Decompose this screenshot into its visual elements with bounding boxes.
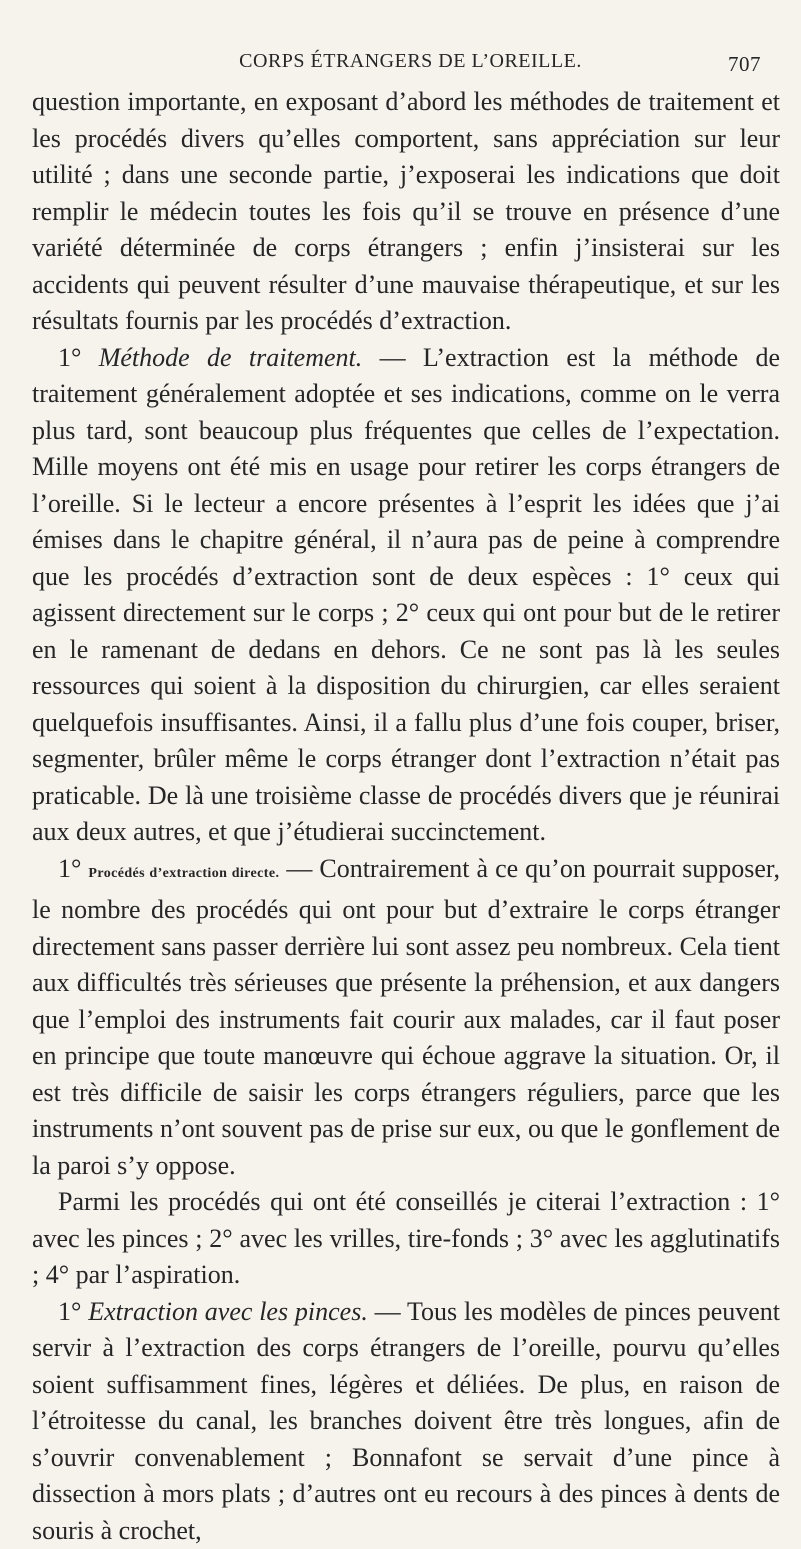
page-body [32, 84, 780, 1549]
paragraph-text: — L’extraction est la méthode de traitement généralement adoptée et ses indications, comme on le verra plus tard, sont beaucoup plus fréquentes que celles de l’expectation. Mille moyens ont été mis en usage pour retirer les corps étrangers de l’oreille. Si le lecteur a encore présentes à l’esprit les idées que j’ai émises dans le chapitre général, il n’aura pas de peine à comprendre que les procédés d’extraction sont de deux espèces : 1° ceux qui agissent directement sur le corps ; 2° ceux qui ont pour but de le retirer en le ramenant de dedans en dehors. Ce ne sont pas là les seules ressources qui soient à la disposition du chirurgien, car elles seraient quelquefois insuffisantes. Ainsi, il a fallu plus d’une fois couper, briser, segmenter, brûler même le corps étranger dont l’extraction n’était pas praticable. De là une troisième classe de procédés divers que je réunirai aux deux autres, et que j’étudierai succinctement. [32, 343, 780, 847]
section-number: 1° [58, 1297, 81, 1326]
paragraph-text: — Tous les modèles de pinces peuvent servir à l’extraction des corps étrangers de l’oreille, pourvu qu’elles soient suffisamment fines, légères et déliées. De plus, en raison de l’étroitesse du canal, les branches doivent être très longues, afin de s’ouvrir convenablement ; Bonnafont se servait d’une pince à dissection à mors plats ; d’autres ont eu recours à des pinces à dents de souris à crochet, [32, 1297, 780, 1545]
paragraph-methode-traitement [32, 340, 780, 851]
paragraph-procedes-list [32, 1184, 780, 1294]
page-header [60, 50, 761, 80]
paragraph-intro [32, 84, 780, 340]
section-number: 1° [58, 343, 81, 372]
section-number: 1° [58, 854, 81, 883]
section-title: Extraction avec les pinces. [88, 1297, 368, 1326]
paragraph-extraction-pinces [32, 1294, 780, 1549]
section-title: Procédés d’extraction directe. [88, 866, 279, 881]
paragraph-text: Parmi les procédés qui ont été conseillés je citerai l’extraction : 1° avec les pinces ; 2° avec les vrilles, tire-fonds ; 3° avec les agglutinatifs ; 4° par l’aspiration. [32, 1187, 780, 1289]
paragraph-text: question importante, en exposant d’abord les méthodes de traitement et les procédés divers qu’elles comportent, sans appréciation sur leur utilité ; dans une seconde partie, j’exposerai les indications que doit remplir le médecin toutes les fois qu’il se trouve en présence d’une variété déterminée de corps étrangers ; enfin j’insisterai sur les accidents qui peuvent résulter d’une mauvaise thérapeutique, et sur les résultats fournis par les procédés d’extraction. [32, 87, 780, 335]
paragraph-text: — Contrairement à ce qu’on pourrait supposer, le nombre des procédés qui ont pour but d’extraire le corps étranger directement sans passer derrière lui sont assez peu nombreux. Cela tient aux difficultés très sérieuses que présente la préhension, et aux dangers que l’emploi des instruments fait courir aux malades, car il faut poser en principe que toute manœuvre qui échoue aggrave la situation. Or, il est très difficile de saisir les corps étrangers réguliers, parce que les instruments n’ont souvent pas de prise sur eux, ou que le gonflement de la paroi s’y oppose. [32, 854, 780, 1180]
paragraph-extraction-directe [32, 851, 780, 1185]
page-number: 707 [728, 52, 761, 77]
section-title: Méthode de traitement. [99, 343, 363, 372]
running-head: CORPS ÉTRANGERS DE L’OREILLE. [60, 50, 761, 73]
